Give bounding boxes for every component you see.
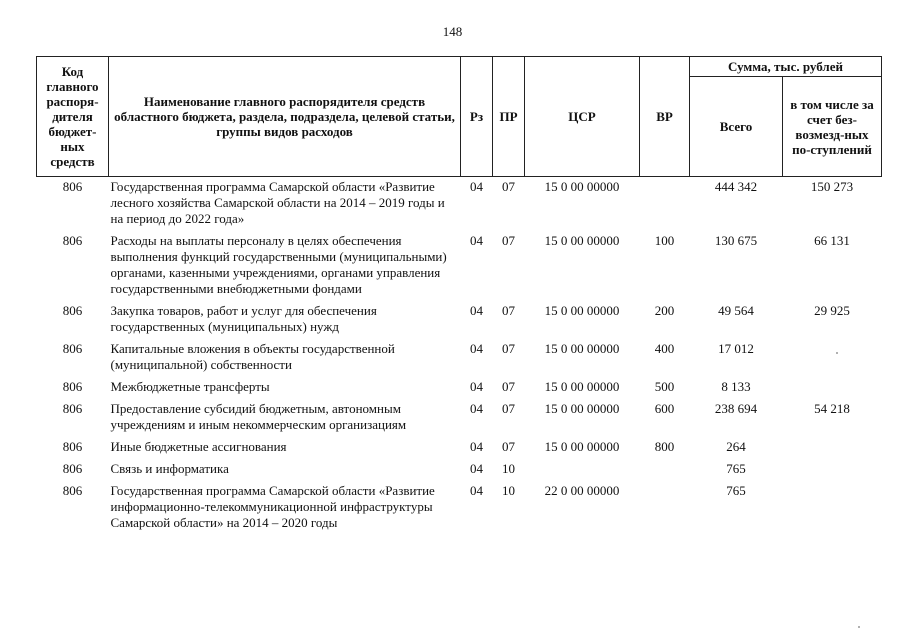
cell-total: 765 — [726, 483, 746, 498]
header-name: Наименование главного распорядителя средств областного бюджета, раздела, подраздела, целевой статьи, группы видов расходов — [109, 57, 461, 177]
cell-rz: 04 — [470, 179, 483, 194]
cell-pr: 07 — [502, 439, 515, 454]
header-free: в том числе за счет без-возмезд-ных по-ступлений — [783, 77, 882, 177]
header-total: Всего — [690, 77, 783, 177]
cell-csr — [525, 459, 640, 481]
cell-code: 806 — [62, 401, 83, 416]
cell-total: 444 342 — [714, 179, 758, 194]
cell-total: 8 133 — [721, 379, 751, 394]
table-row — [37, 399, 882, 437]
header-csr: ЦСР — [525, 57, 640, 177]
header-pr: ПР — [493, 57, 525, 177]
table-row — [37, 301, 882, 339]
cell-rz: 04 — [470, 341, 483, 356]
cell-csr: 15 0 00 00000 — [544, 233, 620, 248]
cell-vr: 400 — [654, 341, 675, 356]
cell-name: Государственная программа Самарской области «Развитие лесного хозяйства Самарской области на 2014 – 2019 годы и на период до 2022 года» — [110, 179, 445, 226]
cell-pr: 07 — [502, 379, 515, 394]
cell-code: 806 — [62, 379, 83, 394]
cell-csr: 15 0 00 00000 — [544, 341, 620, 356]
cell-csr: 15 0 00 00000 — [544, 401, 620, 416]
header-code: Код главного распоря-дителя бюджет-ных средств — [37, 57, 109, 177]
cell-total: 765 — [726, 461, 746, 476]
cell-total: 130 675 — [714, 233, 758, 248]
table-row — [37, 437, 882, 459]
table-row — [37, 339, 882, 377]
cell-free: 66 131 — [814, 233, 850, 248]
cell-name: Государственная программа Самарской области «Развитие информационно-телекоммуникационной инфраструктуры Самарской области» на 2014 – 2020 годы — [110, 483, 435, 530]
cell-csr: 15 0 00 00000 — [544, 379, 620, 394]
cell-name: Расходы на выплаты персоналу в целях обеспечения выполнения функций государственными (муниципальными) органами, казенными учреждениями, органами управления государственными внебюджетными фондами — [110, 233, 447, 296]
cell-free — [783, 377, 882, 399]
cell-csr: 15 0 00 00000 — [544, 303, 620, 318]
cell-code: 806 — [62, 341, 83, 356]
cell-name: Предоставление субсидий бюджетным, автономным учреждениям и иным некоммерческим организациям — [110, 401, 407, 432]
cell-code: 806 — [62, 461, 83, 476]
cell-name: Межбюджетные трансферты — [110, 379, 270, 394]
table-body — [37, 177, 882, 536]
cell-rz: 04 — [470, 303, 483, 318]
cell-pr: 07 — [502, 401, 515, 416]
cell-total: 264 — [726, 439, 746, 454]
cell-rz: 04 — [470, 379, 483, 394]
budget-table — [36, 56, 882, 535]
cell-name: Связь и информатика — [110, 461, 229, 476]
cell-free — [783, 437, 882, 459]
cell-pr: 07 — [502, 179, 515, 194]
cell-name: Капитальные вложения в объекты государственной (муниципальной) собственности — [110, 341, 395, 372]
cell-code: 806 — [62, 233, 83, 248]
cell-rz: 04 — [470, 439, 483, 454]
cell-free: 54 218 — [814, 401, 850, 416]
cell-free — [783, 481, 882, 535]
cell-csr: 22 0 00 00000 — [544, 483, 620, 498]
cell-rz: 04 — [470, 461, 483, 476]
cell-free — [783, 339, 882, 377]
cell-code: 806 — [62, 439, 83, 454]
cell-free: 29 925 — [814, 303, 850, 318]
cell-free — [783, 459, 882, 481]
cell-rz: 04 — [470, 483, 483, 498]
cell-vr — [640, 481, 690, 535]
cell-name: Иные бюджетные ассигнования — [110, 439, 287, 454]
cell-vr: 100 — [654, 233, 675, 248]
cell-vr: 600 — [654, 401, 675, 416]
cell-pr: 07 — [502, 341, 515, 356]
table-row — [37, 377, 882, 399]
header-vr: ВР — [640, 57, 690, 177]
table-row — [37, 459, 882, 481]
header-rz: Рз — [461, 57, 493, 177]
cell-total: 238 694 — [714, 401, 758, 416]
cell-vr: 800 — [654, 439, 675, 454]
header-sum: Сумма, тыс. рублей — [690, 57, 882, 77]
cell-vr: 200 — [654, 303, 675, 318]
cell-vr — [640, 177, 690, 232]
cell-csr: 15 0 00 00000 — [544, 179, 620, 194]
cell-vr — [640, 459, 690, 481]
scan-speck — [836, 352, 838, 354]
cell-code: 806 — [62, 303, 83, 318]
cell-code: 806 — [62, 483, 83, 498]
cell-pr: 10 — [502, 483, 515, 498]
cell-rz: 04 — [470, 233, 483, 248]
cell-rz: 04 — [470, 401, 483, 416]
cell-free: 150 273 — [810, 179, 854, 194]
cell-pr: 10 — [502, 461, 515, 476]
cell-pr: 07 — [502, 233, 515, 248]
cell-csr: 15 0 00 00000 — [544, 439, 620, 454]
table-row — [37, 177, 882, 232]
cell-total: 49 564 — [718, 303, 754, 318]
cell-name: Закупка товаров, работ и услуг для обеспечения государственных (муниципальных) нужд — [110, 303, 377, 334]
scan-speck — [858, 626, 860, 628]
cell-pr: 07 — [502, 303, 515, 318]
table-row — [37, 481, 882, 535]
cell-vr: 500 — [654, 379, 675, 394]
cell-total: 17 012 — [718, 341, 754, 356]
page-number: 148 — [442, 24, 463, 39]
cell-code: 806 — [62, 179, 83, 194]
table-row — [37, 231, 882, 301]
